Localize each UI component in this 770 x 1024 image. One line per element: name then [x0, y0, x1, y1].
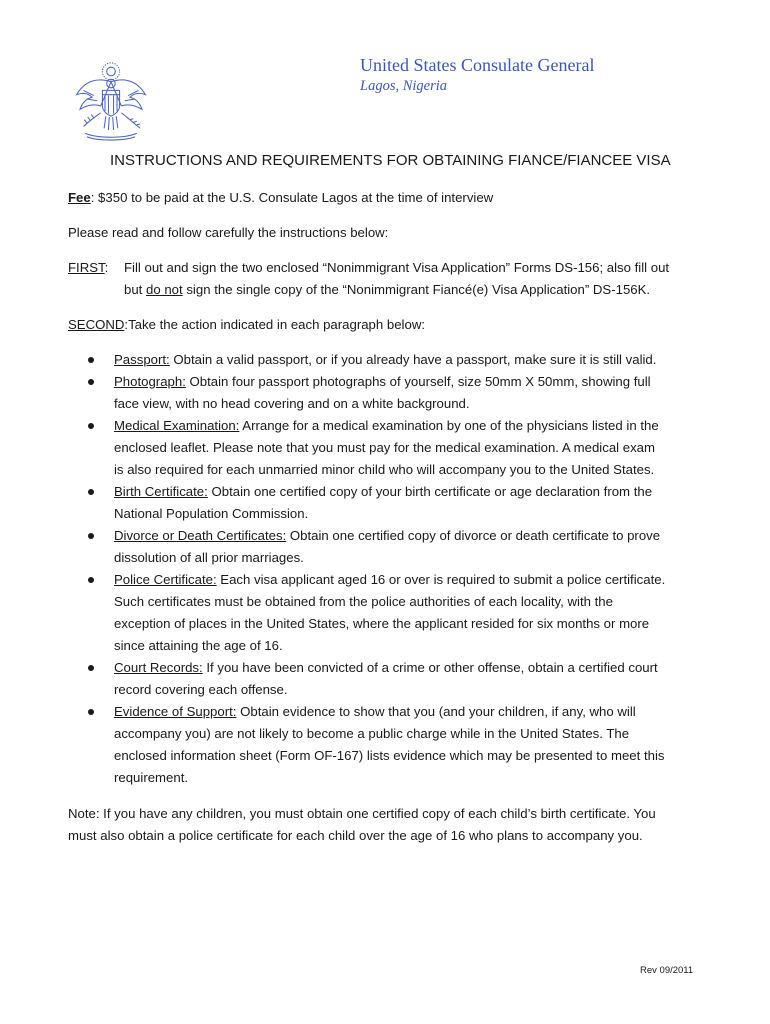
fee-label: Fee: [68, 190, 91, 205]
great-seal-eagle-icon: [68, 56, 154, 142]
list-item-label: Divorce or Death Certificates:: [114, 528, 287, 543]
list-item-label: Police Certificate:: [114, 572, 217, 587]
list-item-text: Obtain one certified copy of divorce or death certificate to prove: [289, 528, 661, 543]
fee-line: [68, 189, 493, 207]
list-item-continuation: [114, 395, 470, 413]
list-item-text: record covering each offense.: [114, 682, 288, 697]
list-item-continuation: [114, 747, 664, 765]
list-item: [114, 483, 652, 501]
list-item-label: Photograph:: [114, 374, 186, 389]
first-line-1: Fill out and sign the two enclosed “Nonimmigrant Visa Application” Forms DS-156; also fill out: [124, 260, 670, 275]
list-item-continuation: [114, 461, 654, 479]
list-item-text: Obtain evidence to show that you (and your children, if any, who will: [240, 704, 636, 719]
first-line-2-underlined: do not: [146, 282, 183, 297]
list-item-continuation: [114, 615, 649, 633]
list-item-label: Birth Certificate:: [114, 484, 208, 499]
list-item-continuation: [114, 637, 283, 655]
first-line-2-post: sign the single copy of the “Nonimmigrant Fiancé(e) Visa Application” DS-156K.: [182, 282, 651, 297]
document-title: INSTRUCTIONS AND REQUIREMENTS FOR OBTAINING FIANCE/FIANCEE VISA: [110, 152, 671, 169]
list-item-text: exception of places in the United States, where the applicant resided for six months or more: [114, 616, 650, 631]
list-item-text: Obtain a valid passport, or if you already have a passport, make sure it is still valid.: [173, 352, 657, 367]
list-item-continuation: [114, 439, 655, 457]
list-item: [114, 527, 660, 545]
list-item: [114, 351, 656, 369]
note-line-2: must also obtain a police certificate for each child over the age of 16 who plans to accompany you.: [68, 828, 643, 843]
bullet-icon: [88, 665, 94, 671]
first-label: FIRST: [68, 260, 105, 275]
list-item-text: face view, with no head covering and on a white background.: [114, 396, 470, 411]
list-item-continuation: [114, 769, 188, 787]
list-item: [114, 659, 658, 677]
list-item-continuation: [114, 593, 613, 611]
list-item-continuation: [114, 725, 629, 743]
list-item-text: since attaining the age of 16.: [114, 638, 283, 653]
list-item-text: Obtain four passport photographs of yourself, size 50mm X 50mm, showing full: [189, 374, 651, 389]
bullet-icon: [88, 577, 94, 583]
consulate-city: Lagos, Nigeria: [360, 78, 448, 94]
list-item-text: Such certificates must be obtained from the police authorities of each locality, with the: [114, 594, 613, 609]
list-item: [114, 373, 651, 391]
second-label: SECOND: [68, 317, 125, 332]
list-item-text: National Population Commission.: [114, 506, 309, 521]
bullet-icon: [88, 357, 94, 363]
second-line: [68, 316, 425, 334]
list-item-continuation: [114, 681, 288, 699]
list-item-label: Court Records:: [114, 660, 203, 675]
intro-text: Please read and follow carefully the instructions below:: [68, 225, 389, 240]
list-item-text: requirement.: [114, 770, 189, 785]
first-line-2-pre: but: [124, 282, 146, 297]
list-item-label: Medical Examination:: [114, 418, 240, 433]
note-line-1: Note: If you have any children, you must obtain one certified copy of each child’s birth certificate. You: [68, 806, 656, 821]
list-item-text: enclosed leaflet. Please note that you must pay for the medical examination. A medical exam: [114, 440, 655, 455]
first-colon: :: [104, 260, 109, 275]
list-item-text: Obtain one certified copy of your birth certificate or age declaration from the: [211, 484, 653, 499]
list-item-continuation: [114, 549, 304, 567]
list-item-text: enclosed information sheet (Form OF-167) lists evidence which may be presented to meet this: [114, 748, 665, 763]
consulate-name: United States Consulate General: [360, 55, 595, 75]
list-item-text: dissolution of all prior marriages.: [114, 550, 304, 565]
list-item: [114, 703, 636, 721]
list-item-continuation: [114, 505, 308, 523]
list-item-text: Each visa applicant aged 16 or over is required to submit a police certificate.: [220, 572, 666, 587]
list-item-text: is also required for each unmarried minor child who will accompany you to the United States.: [114, 462, 655, 477]
bullet-icon: [88, 423, 94, 429]
bullet-icon: [88, 379, 94, 385]
list-item-label: Evidence of Support:: [114, 704, 237, 719]
second-text: :Take the action indicated in each paragraph below:: [124, 317, 426, 332]
list-item-label: Passport:: [114, 352, 170, 367]
bullet-icon: [88, 533, 94, 539]
bullet-icon: [88, 489, 94, 495]
fee-text: : $350 to be paid at the U.S. Consulate Lagos at the time of interview: [90, 190, 494, 205]
first-label-line: [68, 259, 108, 277]
list-item: [114, 571, 665, 589]
list-item-text: accompany you) are not likely to become a public charge while in the United States. The: [114, 726, 630, 741]
list-item-text: Arrange for a medical examination by one of the physicians listed in the: [242, 418, 659, 433]
list-item: [114, 417, 659, 435]
first-line-2: [124, 281, 650, 299]
list-item-text: If you have been convicted of a crime or other offense, obtain a certified court: [206, 660, 658, 675]
revision-label: Rev 09/2011: [640, 965, 694, 976]
bullet-icon: [88, 709, 94, 715]
